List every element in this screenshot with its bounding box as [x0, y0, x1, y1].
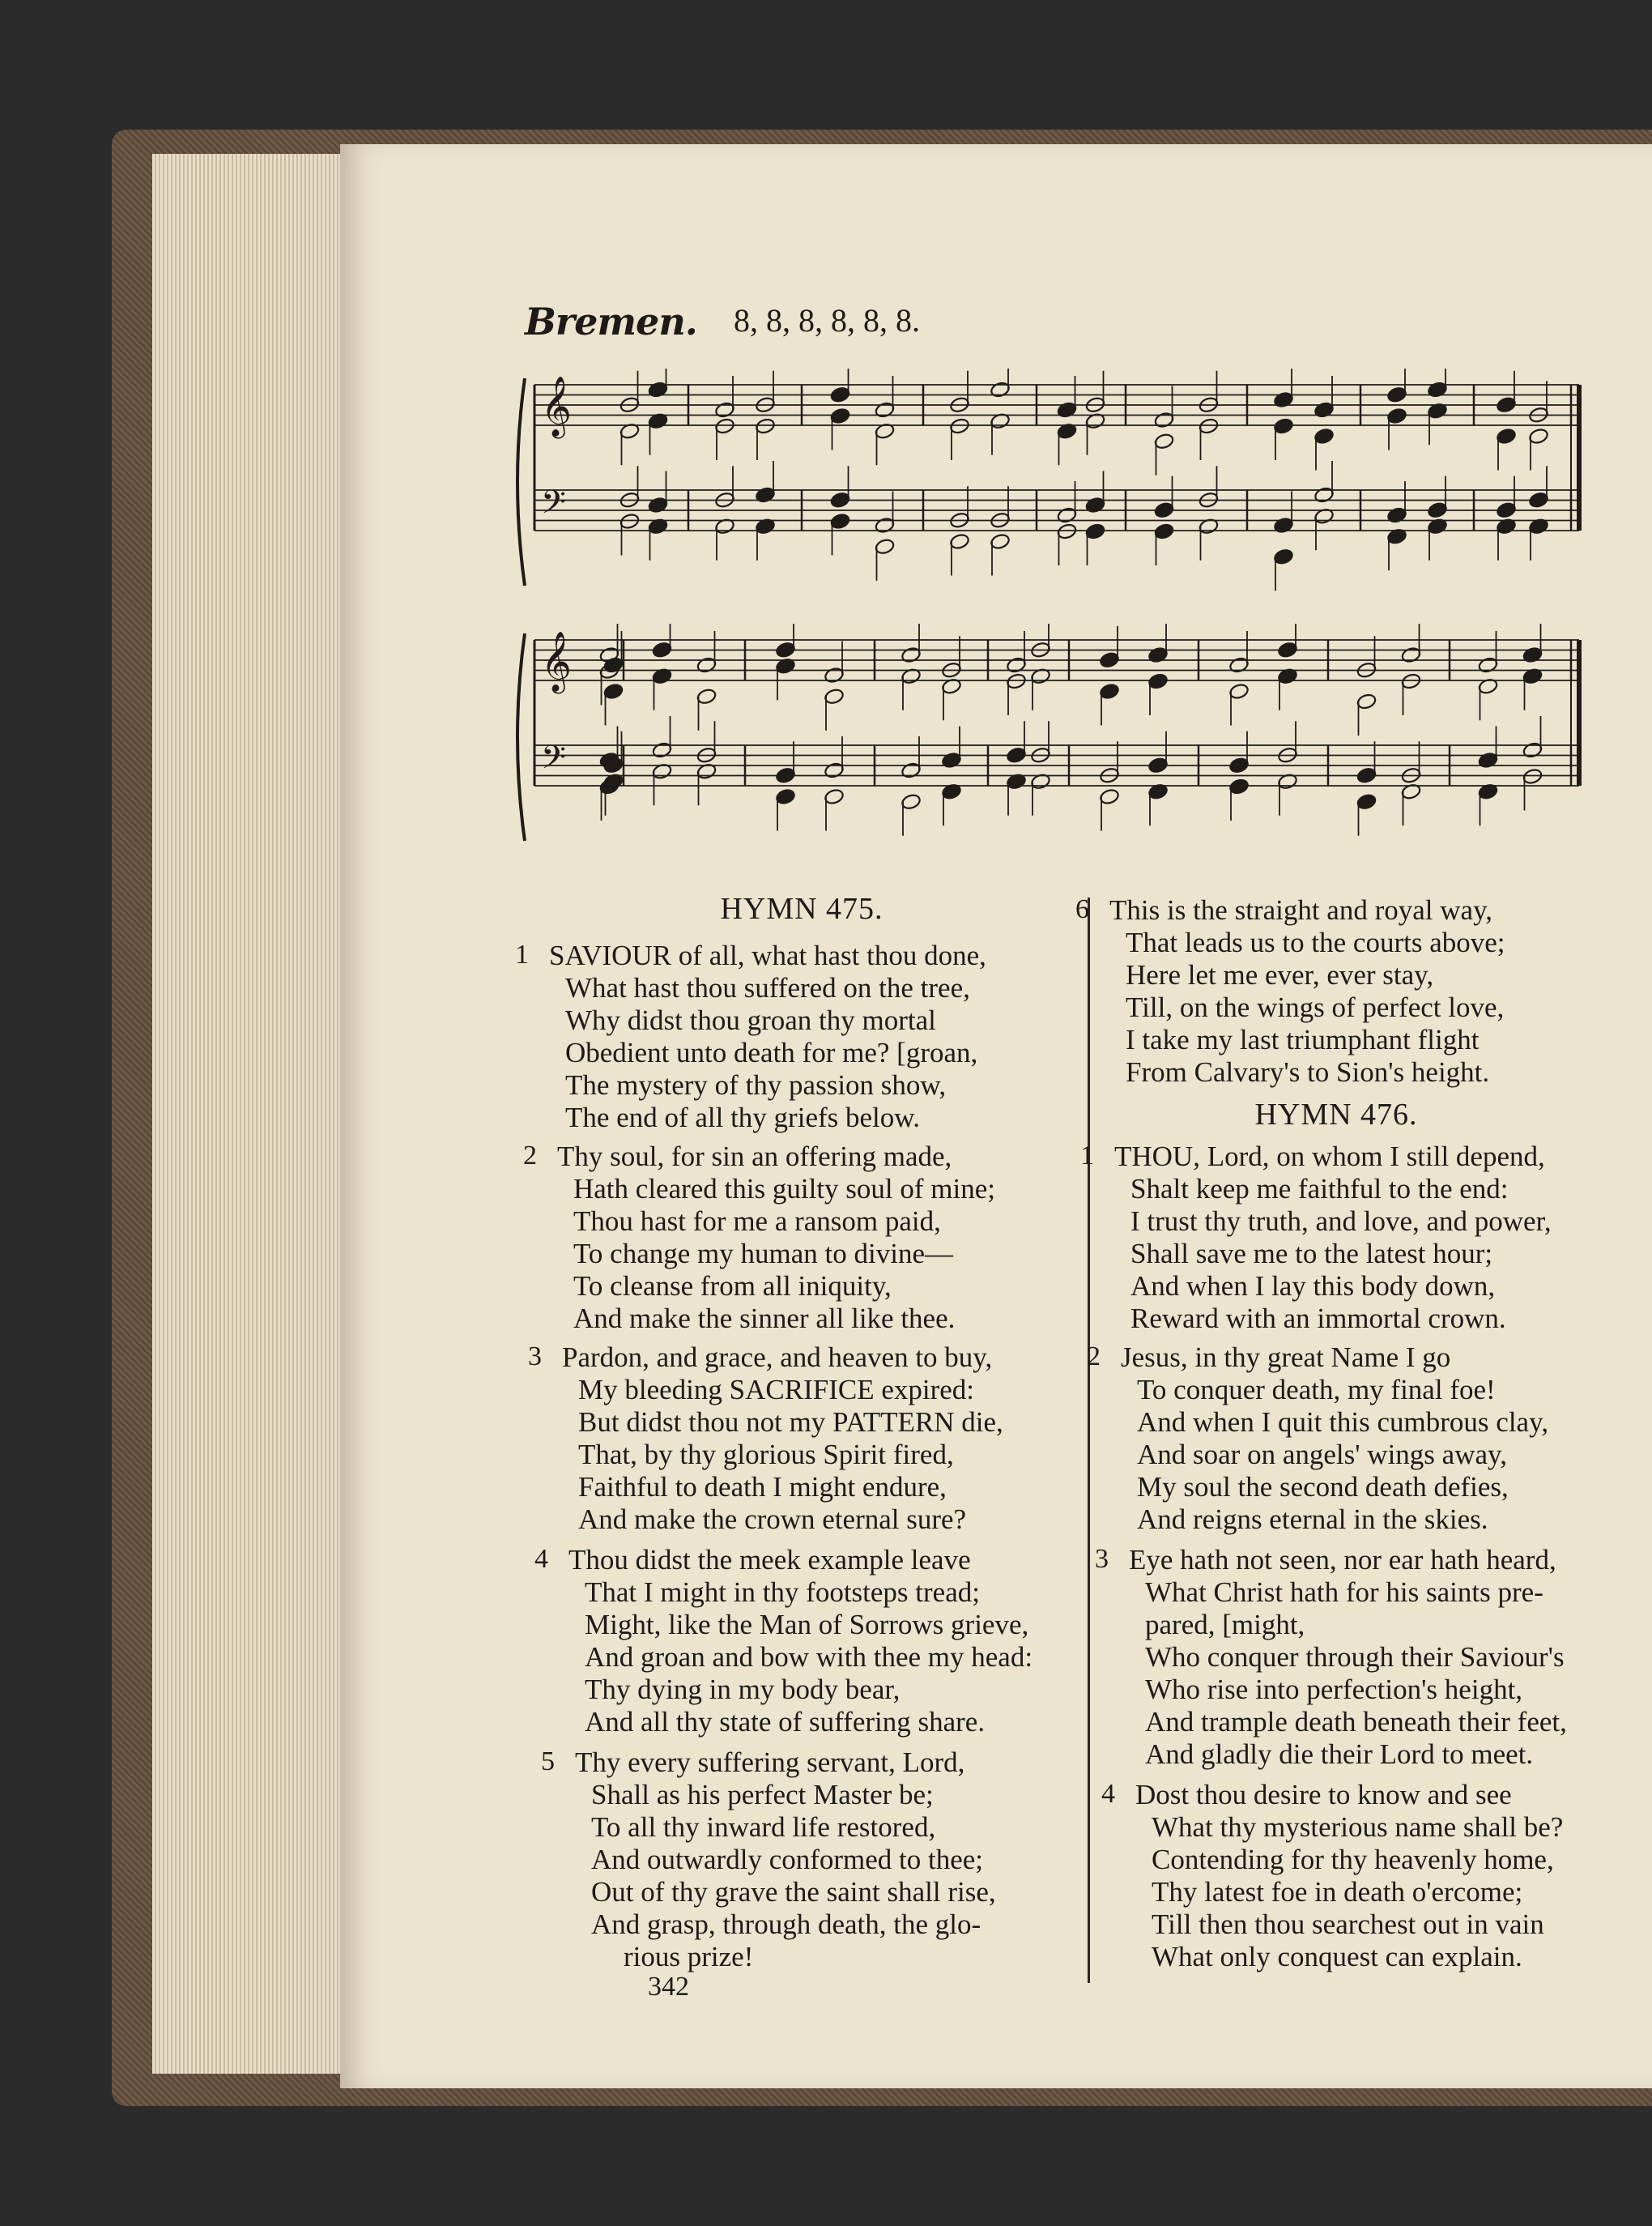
note-head	[824, 788, 845, 806]
stanza-line: Why didst thou groan thy mortal	[565, 1004, 936, 1036]
stanza-line: And make the sinner all like thee.	[573, 1303, 956, 1334]
stanza-line: What Christ hath for his saints pre-	[1145, 1576, 1543, 1608]
stanza-line: And soar on angels' wings away,	[1137, 1439, 1507, 1470]
note-head	[824, 688, 845, 706]
stanza-line: Out of thy grave the saint shall rise,	[591, 1876, 996, 1908]
note-head	[1478, 752, 1499, 770]
note-head	[1528, 428, 1549, 446]
stanza-line: To all thy inward life restored,	[591, 1811, 936, 1843]
stanza-line: SAVIOUR of all, what hast thou done,	[549, 940, 986, 971]
note-head	[1006, 672, 1027, 690]
stanza-line: pared, [might,	[1145, 1609, 1305, 1640]
stanza-line: That, by thy glorious Spirit fired,	[578, 1439, 954, 1470]
stanza-line: Thy soul, for sin an offering made,	[557, 1141, 952, 1172]
stanza-line: And grasp, through death, the glo-	[591, 1908, 981, 1940]
stanza-line: That I might in thy footsteps tread;	[585, 1576, 980, 1608]
stanza-number: 3	[1095, 1544, 1109, 1574]
stanza-line: Here let me ever, ever stay,	[1126, 959, 1434, 991]
note-head	[830, 386, 851, 403]
stanza-number: 2	[523, 1141, 537, 1171]
stanza-line: And when I quit this cumbrous clay,	[1137, 1406, 1549, 1438]
stanza-line: Shall save me to the latest hour;	[1130, 1238, 1493, 1269]
note-head	[1277, 641, 1298, 659]
note-head	[901, 646, 922, 664]
music-score-system-2	[502, 624, 1587, 851]
note-head	[1356, 693, 1377, 710]
note-head	[875, 401, 896, 419]
stanza-line: Eye hath not seen, nor ear hath heard,	[1129, 1544, 1556, 1576]
note-head	[1147, 672, 1169, 690]
stanza-line: Shalt keep me faithful to the end:	[1130, 1173, 1509, 1205]
stanza-line: But didst thou not my PATTERN die,	[578, 1406, 1003, 1438]
stanza-line: My soul the second death defies,	[1137, 1471, 1509, 1503]
note-head	[1085, 522, 1106, 540]
note-head	[830, 513, 851, 531]
note-head	[1522, 646, 1543, 664]
note-head	[1006, 746, 1027, 764]
stanza-line: Thou hast for me a ransom paid,	[573, 1205, 941, 1237]
note-head	[1099, 651, 1120, 669]
bass-clef: 𝄢	[541, 739, 566, 784]
stanza-line: Pardon, and grace, and heaven to buy,	[562, 1341, 993, 1373]
note-head	[714, 417, 735, 435]
note-head	[990, 381, 1011, 399]
stanza-line: To conquer death, my final foe!	[1137, 1374, 1496, 1405]
note-head	[1427, 381, 1448, 399]
page-edges	[152, 154, 343, 2074]
note-head	[1478, 656, 1499, 674]
note-head	[714, 401, 735, 419]
note-head	[652, 641, 673, 659]
note-head	[1273, 391, 1294, 409]
stanza-number: 5	[541, 1746, 555, 1776]
stanza-line: What hast thou suffered on the tree,	[565, 972, 970, 1004]
note-head	[1386, 407, 1407, 425]
tune-name: Bremen.	[525, 300, 697, 343]
hymn-title-476: HYMN 476.	[1254, 1098, 1418, 1132]
note-head	[1057, 401, 1078, 419]
note-head	[830, 491, 851, 509]
stanza-number: 3	[528, 1341, 542, 1371]
stanza-line: Hath cleared this guilty soul of mine;	[573, 1173, 996, 1205]
stanza-number: 2	[1087, 1341, 1101, 1371]
note-head	[824, 667, 845, 684]
stanza-line: The mystery of thy passion show,	[565, 1069, 947, 1101]
note-head	[1314, 486, 1335, 504]
stanza-line: And reigns eternal in the skies.	[1137, 1503, 1488, 1535]
note-head	[1228, 778, 1250, 795]
stanza-number: 1	[515, 940, 529, 970]
note-head	[1199, 417, 1220, 435]
note-head	[1522, 768, 1543, 786]
note-head	[1522, 741, 1543, 759]
note-head	[1314, 428, 1335, 446]
note-head	[990, 533, 1011, 551]
stanza-line: THOU, Lord, on whom I still depend,	[1114, 1141, 1545, 1172]
note-head	[1273, 517, 1294, 535]
stanza-number: 6	[1075, 894, 1089, 924]
note-head	[1528, 491, 1549, 509]
note-head	[1099, 788, 1120, 806]
stanza-line: To cleanse from all iniquity,	[573, 1270, 892, 1302]
note-head	[1228, 757, 1250, 774]
brace	[517, 378, 525, 586]
note-head	[775, 766, 796, 784]
note-head	[1401, 646, 1422, 664]
stanza-number: 4	[1101, 1779, 1115, 1809]
note-head	[1154, 433, 1175, 450]
stanza-line: The end of all thy griefs below.	[565, 1102, 921, 1133]
column-rule	[1088, 898, 1090, 1983]
note-head	[1147, 757, 1169, 774]
stanza-line: And when I lay this body down,	[1130, 1270, 1496, 1302]
note-head	[775, 788, 796, 806]
bass-clef: 𝄢	[541, 484, 566, 529]
note-head	[755, 486, 776, 504]
stanza-line: Till then thou searchest out in vain	[1152, 1908, 1544, 1940]
note-head	[1273, 417, 1294, 435]
stanza-line: What only conquest can explain.	[1152, 1941, 1522, 1972]
note-head	[696, 656, 717, 674]
note-head	[875, 517, 896, 535]
note-head	[1314, 401, 1335, 419]
note-head	[603, 683, 624, 701]
stanza-line: Faithful to death I might endure,	[578, 1471, 947, 1503]
note-head	[1154, 522, 1175, 540]
note-head	[901, 793, 922, 811]
note-head	[830, 407, 851, 425]
note-head	[1154, 412, 1175, 429]
note-head	[949, 533, 970, 551]
stanza-line: Thou didst the meek example leave	[568, 1544, 971, 1576]
stanza-line: Shall as his perfect Master be;	[591, 1779, 934, 1810]
note-head	[1386, 386, 1407, 403]
treble-clef: 𝄞	[541, 632, 572, 692]
stanza-line: To change my human to divine—	[573, 1238, 953, 1269]
note-head	[755, 417, 776, 435]
stanza-line: My bleeding SACRIFICE expired:	[578, 1374, 974, 1405]
stanza-line: Till, on the wings of perfect love,	[1126, 991, 1505, 1023]
stanza-line: Might, like the Man of Sorrows grieve,	[585, 1609, 1029, 1640]
note-head	[1228, 656, 1250, 674]
note-head	[1496, 428, 1517, 446]
note-head	[824, 761, 845, 779]
stanza-line: Dost thou desire to know and see	[1135, 1779, 1512, 1810]
note-head	[1057, 506, 1078, 524]
hymn-title-475: HYMN 475.	[720, 892, 883, 926]
stanza-line: Thy dying in my body bear,	[585, 1674, 901, 1705]
note-head	[1273, 548, 1294, 565]
stanza-line: And outwardly conformed to thee;	[591, 1844, 984, 1875]
stanza-number: 4	[534, 1544, 548, 1574]
note-head	[1228, 683, 1250, 701]
note-head	[648, 497, 669, 514]
tune-meter: 8, 8, 8, 8, 8, 8.	[734, 302, 920, 339]
brace	[517, 633, 525, 841]
note-head	[941, 752, 962, 770]
note-head	[648, 381, 669, 399]
note-head	[620, 513, 641, 531]
note-head	[901, 761, 922, 779]
note-head	[1085, 497, 1106, 514]
note-head	[1057, 522, 1078, 540]
note-head	[1386, 506, 1407, 524]
stanza-line: Thy latest foe in death o'ercome;	[1152, 1876, 1523, 1908]
stanza-line: What thy mysterious name shall be?	[1152, 1811, 1564, 1843]
note-head	[652, 741, 673, 759]
stanza-line: rious prize!	[624, 1941, 754, 1972]
stanza-line: Obedient unto death for me? [groan,	[565, 1037, 978, 1068]
treble-clef: 𝄞	[541, 377, 572, 437]
note-head	[1356, 793, 1377, 811]
note-head	[1496, 501, 1517, 519]
stanza-number: 1	[1080, 1141, 1094, 1171]
stanza-line: That leads us to the courts above;	[1126, 927, 1505, 958]
stanza-line: And groan and bow with thee my head:	[585, 1641, 1033, 1673]
note-head	[1006, 656, 1027, 674]
music-score-system-1	[502, 369, 1587, 595]
stanza-line: Reward with an immortal crown.	[1130, 1303, 1506, 1334]
stanza-line: And gladly die their Lord to meet.	[1145, 1738, 1534, 1770]
note-head	[1099, 683, 1120, 701]
note-head	[1496, 396, 1517, 414]
note-head	[1401, 672, 1422, 690]
stanza-line: Jesus, in thy great Name I go	[1121, 1341, 1451, 1373]
note-head	[875, 538, 896, 556]
stanza-line: This is the straight and royal way,	[1109, 894, 1493, 926]
stanza-line: I take my last triumphant flight	[1126, 1024, 1480, 1055]
note-head	[949, 417, 970, 435]
note-head	[1147, 646, 1169, 664]
note-head	[775, 641, 796, 659]
note-head	[1427, 501, 1448, 519]
stanza-line: Thy every suffering servant, Lord,	[575, 1746, 965, 1778]
note-head	[1356, 766, 1377, 784]
note-head	[1154, 501, 1175, 519]
stanza-line: Who conquer through their Saviour's	[1145, 1641, 1565, 1673]
stanza-line: And trample death beneath their feet,	[1145, 1706, 1567, 1738]
stanza-line: Contending for thy heavenly home,	[1152, 1844, 1554, 1875]
note-head	[696, 688, 717, 706]
stanza-line: I trust thy truth, and love, and power,	[1130, 1205, 1552, 1237]
stanza-line: And all thy state of suffering share.	[585, 1706, 986, 1738]
stanza-line: And make the crown eternal sure?	[578, 1503, 967, 1535]
stanza-line: Who rise into perfection's height,	[1145, 1674, 1523, 1705]
stanza-line: From Calvary's to Sion's height.	[1126, 1056, 1490, 1088]
page-number: 342	[648, 1972, 689, 2002]
